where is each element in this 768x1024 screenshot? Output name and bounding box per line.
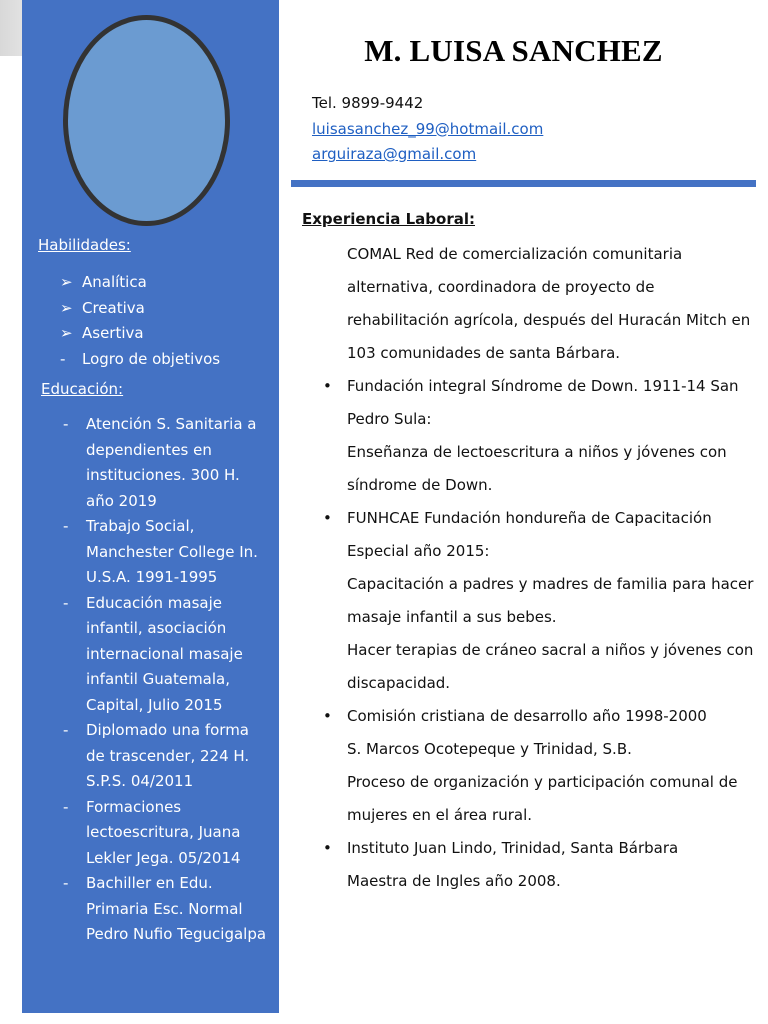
email-link-gmail[interactable]: arguiraza@gmail.com <box>312 145 477 163</box>
experience-list <box>323 238 754 898</box>
experience-line: Enseñanza de lectoescritura a niños y jóvenes con <box>347 443 727 461</box>
experience-heading: Experiencia Laboral: <box>302 210 475 228</box>
arrow-bullet-icon: ➢ <box>60 324 73 342</box>
experience-line: Proceso de organización y participación comunal de <box>347 773 738 791</box>
education-item: - Atención S. Sanitaria a dependientes en instituciones. 300 H. año 2019 <box>63 415 257 510</box>
experience-entry-start: • Comisión cristiana de desarrollo año 1998-2000 <box>347 700 739 733</box>
profile-photo-placeholder <box>63 15 230 226</box>
experience-line: Pedro Sula: <box>347 410 432 428</box>
dash-bullet: - <box>60 349 66 368</box>
bullet-icon: • <box>323 839 332 857</box>
skills-list <box>60 270 220 372</box>
contact-info <box>312 91 543 168</box>
bullet-icon: • <box>323 377 332 395</box>
education-heading: Educación: <box>41 380 124 398</box>
bullet-icon: • <box>323 707 332 725</box>
experience-line: 103 comunidades de santa Bárbara. <box>347 344 621 362</box>
experience-line: Especial año 2015: <box>347 542 490 560</box>
experience-entry-start: • Instituto Juan Lindo, Trinidad, Santa Bárbara <box>347 832 739 865</box>
experience-line: discapacidad. <box>347 674 451 692</box>
bullet-icon: • <box>323 509 332 527</box>
experience-line: COMAL Red de comercialización comunitaria <box>347 245 683 263</box>
experience-line: Hacer terapias de cráneo sacral a niños y jóvenes con <box>347 641 754 659</box>
skill-item: - Logro de objetivos <box>60 347 220 373</box>
education-list <box>60 412 272 948</box>
experience-line: masaje infantil a sus bebes. <box>347 608 557 626</box>
skills-heading: Habilidades: <box>38 236 131 254</box>
candidate-name: M. LUISA SANCHEZ <box>364 33 663 68</box>
skill-item: ➢ Asertiva <box>60 321 220 347</box>
experience-line: Maestra de Ingles año 2008. <box>347 872 561 890</box>
arrow-bullet-icon: ➢ <box>60 273 73 291</box>
experience-line: Capacitación a padres y madres de familia para hacer <box>347 575 754 593</box>
experience-entry-start: • Fundación integral Síndrome de Down. 1911-14 San <box>347 370 739 403</box>
experience-line: síndrome de Down. <box>347 476 493 494</box>
experience-line: alternativa, coordinadora de proyecto de <box>347 278 655 296</box>
education-item: - Diplomado una forma de trascender, 224 H. S.P.S. 04/2011 <box>63 721 250 790</box>
experience-line: rehabilitación agrícola, después del Huracán Mitch en <box>347 311 751 329</box>
arrow-bullet-icon: ➢ <box>60 298 73 317</box>
education-item: - Bachiller en Edu. Primaria Esc. Normal Pedro Nufio Tegucigalpa <box>63 874 267 943</box>
education-item: - Formaciones lectoescritura, Juana Lekler Jega. 05/2014 <box>63 797 241 867</box>
email-link-hotmail[interactable]: luisasanchez_99@hotmail.com <box>312 119 544 138</box>
experience-line: S. Marcos Ocotepeque y Trinidad, S.B. <box>347 740 632 758</box>
education-item: - Trabajo Social, Manchester College In. U.S.A. 1991-1995 <box>63 517 258 586</box>
skill-item: ➢ Analítica <box>60 270 220 296</box>
phone-number: Tel. 9899-9442 <box>312 94 424 112</box>
experience-entry-start: • FUNHCAE Fundación hondureña de Capacitación <box>347 502 739 535</box>
skill-item: ➢ Creativa <box>60 296 220 322</box>
header-divider <box>291 180 756 187</box>
education-item: - Educación masaje infantil, asociación internacional masaje infantil Guatemala, Capital, Julio 2015 <box>63 593 243 714</box>
experience-line: mujeres en el área rural. <box>347 806 533 824</box>
